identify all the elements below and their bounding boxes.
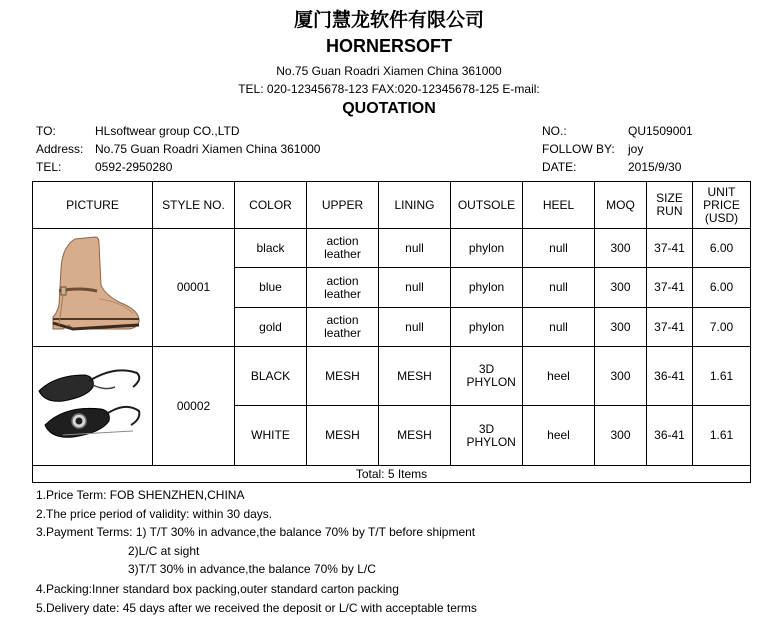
style-no-cell: 00001 [153,229,235,347]
table-header-row [33,182,751,229]
header-upper: UPPER [307,182,379,229]
color-cell: gold [235,308,307,347]
lining-cell: MESH [379,347,451,406]
upper-cell: action leather [307,308,379,347]
heel-cell: null [523,229,595,268]
style-no-cell: 00002 [153,347,235,466]
upper-cell: MESH [307,406,379,466]
header-heel: HEEL [523,182,595,229]
term-delivery: 5.Delivery date: 45 days after we received the deposit or L/C with acceptable terms [36,601,477,615]
size-run-cell: 37-41 [647,308,693,347]
product-picture-cell [33,347,153,466]
heel-cell: null [523,308,595,347]
moq-cell: 300 [595,347,647,406]
company-contact: TEL: 020-12345678-123 FAX:020-12345678-125 E-mail: [238,82,540,96]
table-row [33,229,751,268]
heel-cell: heel [523,347,595,406]
header-lining: LINING [379,182,451,229]
upper-cell: action leather [307,268,379,308]
follow-by-value: joy [628,142,644,156]
company-name-chinese: 厦门慧龙软件有限公司 [293,9,484,31]
outsole-cell: 3D PHYLON [451,347,523,406]
upper-cell: MESH [307,347,379,406]
date-value: 2015/9/30 [628,160,682,174]
total-row [33,466,751,483]
size-run-cell: 36-41 [647,347,693,406]
address-value: No.75 Guan Roadri Xiamen China 361000 [95,142,321,156]
size-run-cell: 36-41 [647,406,693,466]
size-run-cell: 37-41 [647,229,693,268]
heel-cell: null [523,268,595,308]
black-slingback-flat-image [35,357,145,445]
outsole-cell: phylon [451,308,523,347]
header-size-run: SIZE RUN [647,182,693,229]
lining-cell: null [379,268,451,308]
company-name-english: HORNERSOFT [326,36,452,56]
company-address: No.75 Guan Roadri Xiamen China 361000 [276,64,502,78]
term-payment-lc: 2)L/C at sight [128,544,200,558]
to-value: HLsoftwear group CO.,LTD [95,124,240,138]
moq-cell: 300 [595,268,647,308]
date-label: DATE: [542,160,577,174]
lining-cell: null [379,308,451,347]
term-price: 1.Price Term: FOB SHENZHEN,CHINA [36,488,245,502]
product-picture-cell [33,229,153,347]
price-cell: 1.61 [693,406,751,466]
tel-value: 0592-2950280 [95,160,173,174]
term-payment: 3.Payment Terms: 1) T/T 30% in advance,the balance 70% by T/T before shipment [36,525,476,539]
total-items: Total: 5 Items [33,466,751,483]
quote-no-label: NO.: [542,124,567,138]
outsole-cell: phylon [451,268,523,308]
color-cell: BLACK [235,347,307,406]
tel-label: TEL: [36,160,62,174]
moq-cell: 300 [595,308,647,347]
color-cell: black [235,229,307,268]
header-style-no: STYLE NO. [153,182,235,229]
price-cell: 7.00 [693,308,751,347]
color-cell: WHITE [235,406,307,466]
color-cell: blue [235,268,307,308]
lining-cell: null [379,229,451,268]
outsole-cell: 3D PHYLON [451,406,523,466]
moq-cell: 300 [595,406,647,466]
header-moq: MOQ [595,182,647,229]
price-cell: 1.61 [693,347,751,406]
tan-ankle-boot-image [35,233,145,337]
upper-cell: action leather [307,229,379,268]
term-validity: 2.The price period of validity: within 30 days. [36,507,273,521]
document-title: QUOTATION [342,100,436,117]
lining-cell: MESH [379,406,451,466]
term-payment-tt: 3)T/T 30% in advance,the balance 70% by L/C [128,562,376,576]
price-cell: 6.00 [693,268,751,308]
quote-no-value: QU1509001 [628,124,693,138]
header-color: COLOR [235,182,307,229]
outsole-cell: phylon [451,229,523,268]
table-row [33,347,751,406]
header-unit-price: UNIT PRICE (USD) [693,182,751,229]
follow-by-label: FOLLOW BY: [542,142,615,156]
heel-cell: heel [523,406,595,466]
quotation-table [32,181,751,483]
term-packing: 4.Packing:Inner standard box packing,outer standard carton packing [36,582,399,596]
header-picture: PICTURE [33,182,153,229]
moq-cell: 300 [595,229,647,268]
size-run-cell: 37-41 [647,268,693,308]
to-label: TO: [36,124,56,138]
price-cell: 6.00 [693,229,751,268]
address-label: Address: [36,142,84,156]
header-outsole: OUTSOLE [451,182,523,229]
